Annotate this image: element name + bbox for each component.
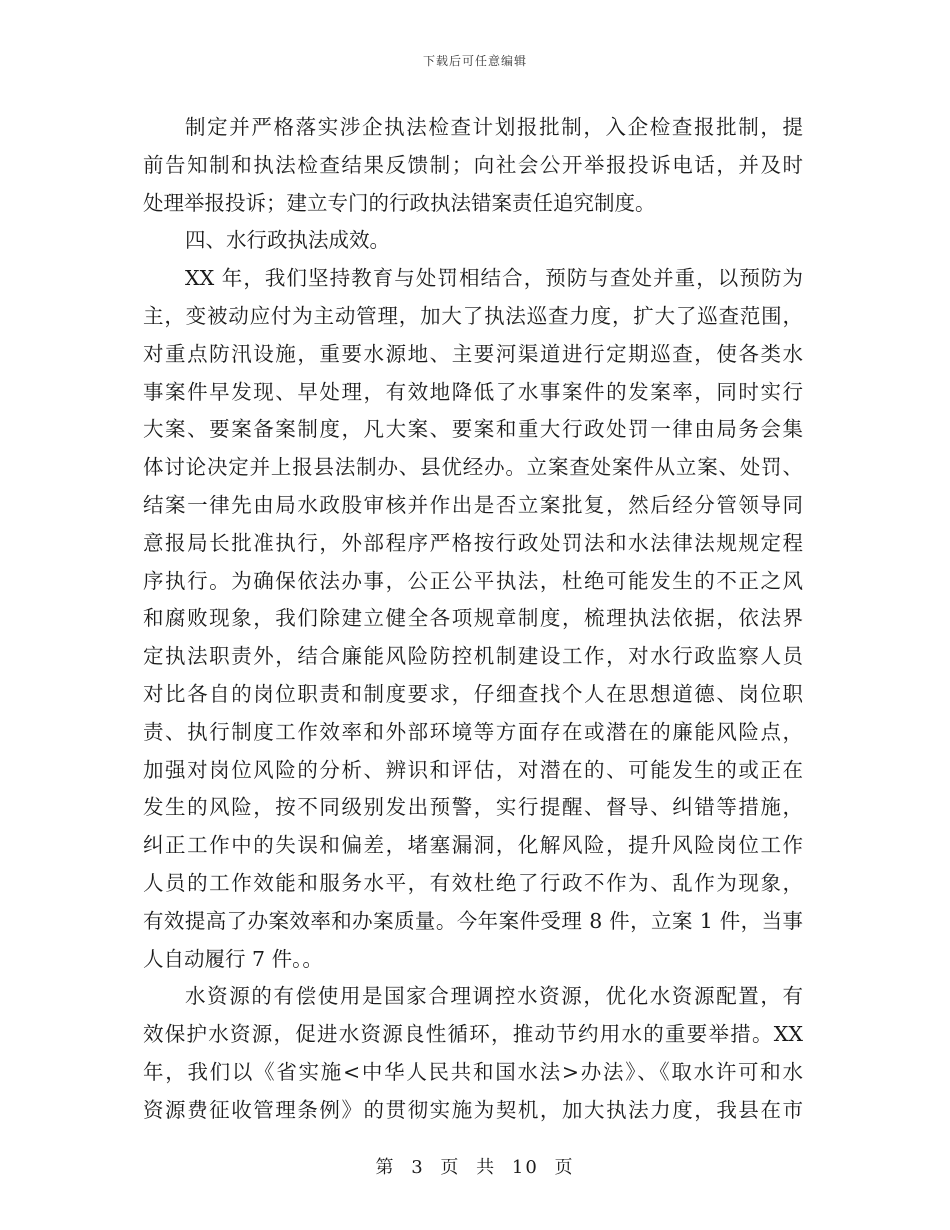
text-line: 人自动履行 7 件。。 bbox=[143, 946, 323, 971]
footer-total-pages: 10 bbox=[511, 1157, 539, 1178]
text-line: 效保护水资源，促进水资源良性循环，推动节约用水的重要举措。XX bbox=[143, 1022, 803, 1047]
footer-current-page: 3 bbox=[411, 1157, 425, 1178]
page-footer bbox=[0, 1153, 950, 1179]
text-line: 人员的工作效能和服务水平，有效杜绝了行政不作为、乱作为现象， bbox=[143, 870, 803, 895]
text-line: 序执行。为确保依法办事，公正公平执法，杜绝可能发生的不正之风 bbox=[143, 568, 803, 593]
text-line: 事案件早发现、早处理，有效地降低了水事案件的发案率，同时实行 bbox=[143, 379, 803, 404]
text-line: 定执法职责外，结合廉能风险防控机制建设工作，对水行政监察人员 bbox=[143, 644, 803, 669]
text-line: 主，变被动应付为主动管理，加大了执法巡查力度，扩大了巡查范围， bbox=[143, 303, 803, 328]
text-line: 水资源的有偿使用是国家合理调控水资源，优化水资源配置，有 bbox=[185, 984, 803, 1009]
text-line: 加强对岗位风险的分析、辨识和评估，对潜在的、可能发生的或正在 bbox=[143, 757, 803, 782]
text-line: 结案一律先由局水政股审核并作出是否立案批复，然后经分管领导同 bbox=[143, 492, 803, 517]
text-line: 前告知制和执法检查结果反馈制；向社会公开举报投诉电话，并及时 bbox=[143, 152, 803, 177]
text-line: 体讨论决定并上报县法制办、县优经办。立案查处案件从立案、处罚、 bbox=[143, 455, 803, 480]
text-line: 四、水行政执法成效。 bbox=[185, 228, 390, 253]
text-line: 纠正工作中的失误和偏差，堵塞漏洞，化解风险，提升风险岗位工作 bbox=[143, 833, 803, 858]
text-line: 制定并严格落实涉企执法检查计划报批制，入企检查报批制，提 bbox=[185, 115, 803, 139]
text-line: 和腐败现象，我们除建立健全各项规章制度，梳理执法依据，依法界 bbox=[143, 606, 803, 631]
text-line: 对比各自的岗位职责和制度要求，仔细查找个人在思想道德、岗位职 bbox=[143, 681, 803, 706]
text-line: 大案、要案备案制度，凡大案、要案和重大行政处罚一律由局务会集 bbox=[143, 417, 803, 442]
footer-prefix: 第 bbox=[375, 1157, 396, 1178]
text-line: 处理举报投诉；建立专门的行政执法错案责任追究制度。 bbox=[143, 190, 656, 215]
footer-page-word: 页 bbox=[440, 1157, 461, 1178]
page-header: 下载后可任意编辑 bbox=[422, 54, 527, 68]
text-line: XX 年，我们坚持教育与处罚相结合，预防与查处并重，以预防为 bbox=[185, 266, 803, 291]
text-line: 年，我们以《省实施<中华人民共和国水法>办法》、《取水许可和水 bbox=[143, 1059, 803, 1084]
text-line: 意报局长批准执行，外部程序严格按行政处罚法和水法律法规规定程 bbox=[143, 530, 803, 555]
text-line: 有效提高了办案效率和办案质量。今年案件受理 8 件，立案 1 件，当事 bbox=[143, 908, 803, 933]
document-body bbox=[143, 109, 803, 1130]
footer-suffix: 页 bbox=[554, 1157, 575, 1178]
text-line: 资源费征收管理条例》的贯彻实施为契机，加大执法力度，我县在市 bbox=[143, 1097, 803, 1122]
text-line: 发生的风险，按不同级别发出预警，实行提醒、督导、纠错等措施， bbox=[143, 795, 803, 820]
text-line: 责、执行制度工作效率和外部环境等方面存在或潜在的廉能风险点， bbox=[143, 719, 803, 744]
text-line: 对重点防汛设施，重要水源地、主要河渠道进行定期巡查，使各类水 bbox=[143, 341, 803, 366]
footer-total-word: 共 bbox=[476, 1157, 497, 1178]
